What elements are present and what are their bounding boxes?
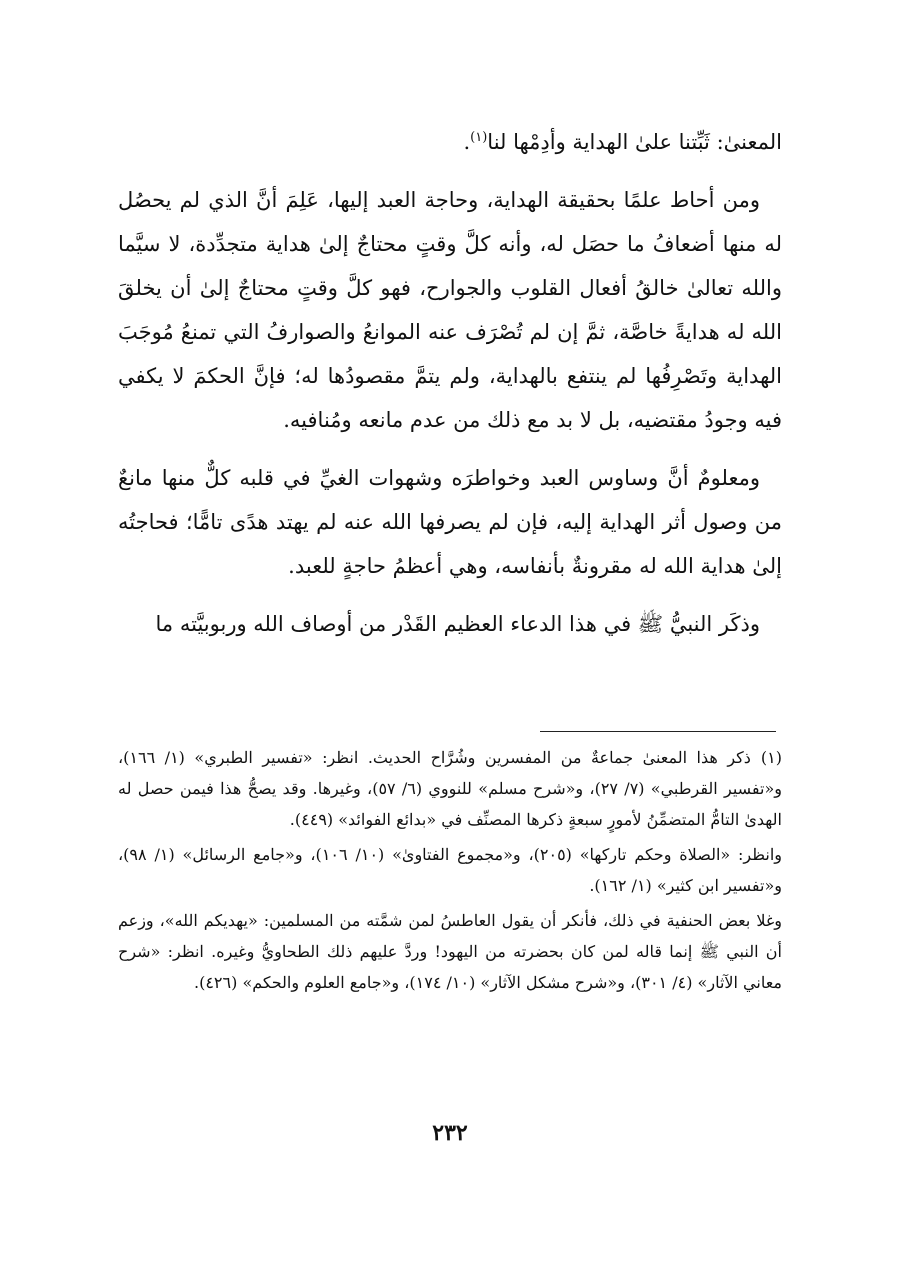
intro-end: . bbox=[463, 130, 471, 154]
footnote-number: (١) bbox=[760, 748, 782, 767]
footnote-paragraph-3: وغلا بعض الحنفية في ذلك، فأنكر أن يقول العاطسُ لمن شمَّته من المسلمين: «يهديكم الله»، وزعم أن النبي ﷺ إنما قاله لمن كان بحضرته من اليهود! وردَّ عليهم ذلك الطحاويُّ وغيره. انظر: «شرح معاني الآثار» (٤/ ٣٠١)، و«شرح مشكل الآثار» (١٠/ ١٧٤)، و«جامع العلوم والحكم» (٤٢٦). bbox=[118, 911, 782, 992]
main-text-block bbox=[118, 120, 782, 660]
paragraph-1: ومن أحاط علمًا بحقيقة الهداية، وحاجة العبد إليها، عَلِمَ أنَّ الذي لم يحصُل له منها أضعافُ ما حصَل له، وأنه كلَّ وقتٍ محتاجٌ إلىٰ هداية متجدِّدة، لا سيَّما والله تعالىٰ خالقُ أفعال القلوب والجوارح، فهو كلَّ وقتٍ محتاجٌ إلىٰ أن يخلقَ الله له هدايةً خاصَّة، ثمَّ إن لم تُصْرَف عنه الموانعُ والصوارفُ التي تمنعُ مُوجَبَ الهداية وتَصْرِفُها لم ينتفع بالهداية، ولم يتمَّ مقصودُها له؛ فإنَّ الحكمَ لا يكفي فيه وجودُ مقتضيه، بل لا بد مع ذلك من عدم مانعه ومُنافيه. bbox=[118, 188, 782, 432]
footnote-1-text: ذكر هذا المعنىٰ جماعةٌ من المفسرين وشُرَّاح الحديث. انظر: «تفسير الطبري» (١/ ١٦٦)، و«تفسير القرطبي» (٧/ ٢٧)، و«شرح مسلم» للنووي (٦/ ٥٧)، وغيرها. وقد يصحُّ هذا فيمن حصل له الهدىٰ التامُّ المتضمِّنُ لأمورٍ سبعةٍ ذكرها المصنِّف في «بدائع الفوائد» (٤٤٩). bbox=[118, 748, 782, 829]
paragraph-3: وذكَر النبيُّ ﷺ في هذا الدعاء العظيم القَدْر من أوصاف الله وربوبيَّته ما bbox=[155, 612, 760, 636]
footnote-1 bbox=[118, 742, 782, 835]
paragraph-2: ومعلومٌ أنَّ وساوس العبد وخواطرَه وشهوات الغيِّ في قلبه كلٌّ منها مانعٌ من وصول أثر الهداية إليه، فإن لم يصرفها الله عنه لم يهتد هدًى تامًّا؛ فحاجتُه إلىٰ هداية الله له مقرونةٌ بأنفاسه، وهي أعظمُ حاجةٍ للعبد. bbox=[118, 466, 782, 578]
intro-line bbox=[118, 120, 782, 164]
footnotes-block bbox=[118, 742, 782, 1002]
intro-text: المعنىٰ: ثَبِّتنا علىٰ الهداية وأدِمْها لنا bbox=[487, 130, 782, 154]
footnote-paragraph-2: وانظر: «الصلاة وحكم تاركها» (٢٠٥)، و«مجموع الفتاوىٰ» (١٠/ ١٠٦)، و«جامع الرسائل» (١/ ٩٨)، و«تفسير ابن كثير» (١/ ١٦٢). bbox=[118, 845, 783, 895]
footnote-reference-1[interactable]: (١) bbox=[470, 130, 488, 145]
footnote-divider bbox=[540, 731, 776, 732]
page-number: ٢٣٢ bbox=[432, 1120, 468, 1146]
